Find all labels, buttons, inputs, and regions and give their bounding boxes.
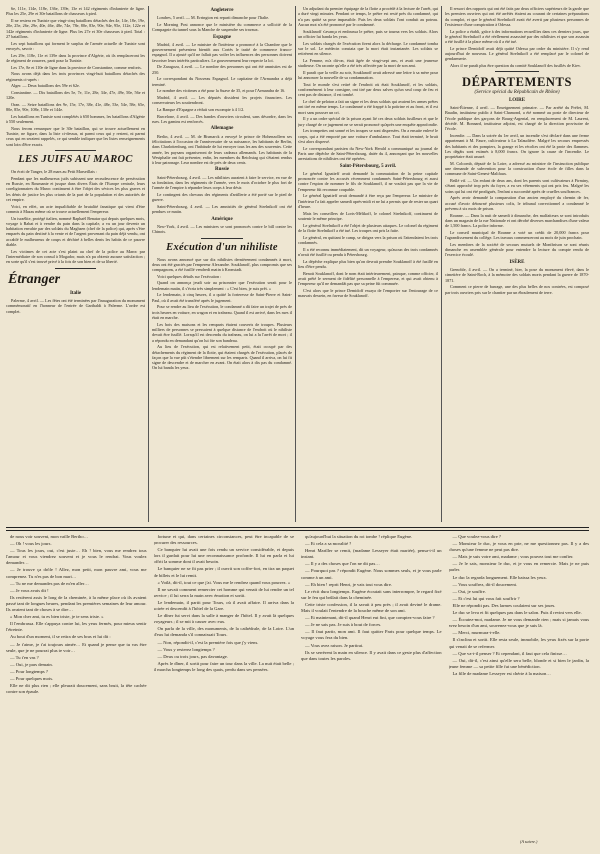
paragraph: Nous avons déjà dans les trois provinces vingt-huit bataillons détachés des régiments ci-après : [6, 71, 145, 82]
paragraph: — Je le sais, monsieur le duc, et je vous en remercie. Mais je ne puis parler. [448, 561, 589, 573]
paragraph: Benoit Souklanoff, dont le nom était intérieurement, psinque, comme officier, il avait prêté le serment de fidélité personnelle à l'empereur, et qui avait obtenu à l'empereur qu'il ne demandât pas que sa peine fût commuée. [298, 270, 438, 287]
section-rule [495, 71, 538, 72]
paragraph: Le correspondant du Nouveau Espagnol. Le capitaine de l'Armandra a déjà terminé. [152, 76, 292, 87]
paragraph: Constantine. — Dix bataillons des 5e, 7e, 11e, 28e, 34e, 47e, 49e, 50e, 56e et 120e. [6, 89, 145, 101]
paragraph: — Et maintenant, dit-il quand Henri eut fini, que comptez-vous faire ? [305, 615, 435, 621]
column-rule [441, 6, 442, 522]
feuilleton-column [301, 534, 442, 846]
paragraph: Le nombre des victimes a été pour la Suave de 35, et pour l'Armandra de 16. [157, 88, 286, 94]
paragraph: — Oui, je pars demain. [10, 661, 53, 667]
subsection-title: Italie [69, 290, 82, 296]
paragraph: Le lendemain, il partit pour Tours, où il avait affaire. Il arriva dans la soirée et descendit à l'hôtel de la Gare. [153, 599, 294, 612]
paragraph: Le général, en quittant le camp, se dirigea vers la prison où l'attendaient les trois condamnés. [298, 234, 438, 245]
paragraph: « Voilà, dit-il, tout ce que j'ai. Vous me le rendrez quand vous pourrez. » [157, 579, 291, 585]
column-2 [152, 6, 292, 526]
paragraph: Il ressort des rapports qui ont été faits par deux officiers supérieurs de la garde que les premiers ouvriers qui ont été arrêtés étaient au courant de certaines préparations du complot, et que le général Strelnikoff avait été averti par plusieurs personnes de l'existence d'une conspiration à Odessa. [445, 6, 589, 27]
paragraph: — Je trouve ça drôle ! Allez, mon petit, mon pauvre ami, vous me comprenez. Tu n'es pas de bon mari… [6, 567, 147, 579]
paragraph: — Tu ne me demandes pas de m'en aller… [10, 580, 89, 586]
section-rule [55, 268, 97, 269]
paragraph: Il s'inclina et sortit. Elle resta seule, immobile, les yeux fixés sur la porte qui venait de se refermer. [448, 637, 589, 649]
paragraph: Mais les conseillers de Loris-Mélikoff, le colonel Strelnikoff, continuent de soutenir le même principe. [298, 210, 438, 221]
paragraph: Le dîner fut servi dans la salle à manger de l'hôtel. Il y avait là quelques voyageurs ; il se mit à causer avec eux. [153, 613, 294, 625]
paragraph: — Je t'aime, je t'ai toujours aimée… Et quand je pense que tu vas être seule, que je ne pourrai plus te voir… [6, 641, 147, 653]
paragraph: On écrit de Tanger, le 28 mars au Petit Marseillais : [11, 169, 98, 175]
paragraph: qu'aujourd'hui la situation du roi tombe ! réplique Eugène. [305, 534, 413, 539]
paragraph: Comment ce pierre de barrage, une des plus belles de nos contrées, est composé par trois ouvriers pris sur le chantier par un éboulement de terre. [445, 284, 589, 295]
section-rule [201, 238, 243, 239]
paragraph: — Vous y resterez longtemps ? [157, 646, 215, 652]
section-title: Étranger [8, 271, 61, 287]
paragraph: fortune et qui, dans certaines circonstances, peut être incapable de se procurer des ressources. [153, 534, 294, 546]
subsection-title: Espagne [212, 34, 232, 40]
paragraph: Au lieu de l'exécution, qui est relativement petit, était occupé par des détachements du régiment de la flotte, qui étaient chargés de l'exécution, placés de façon que la vue pût s'étendre librement sur les remparts. Quand il arriva, on lui fit signe de descendre et de marcher en avant. On était alors à dix pas du condamné. On lui banda les yeux. [152, 344, 292, 371]
paragraph: Le correspondant parisien du New-York Herald a communiqué au journal de Paris une dépêche de Saint-Pétersbourg, datée du 4, annonçant que les nouvelles arrestations de nihilistes ont été opérées. [298, 145, 438, 162]
paragraph: — Que voulez-vous dire ? [452, 534, 501, 539]
paragraph: Roanne. — Dans la nuit de samedi à dimanche, des malfaiteurs se sont introduits dans un magasin de la rue Nationale et ont dérobé diverses marchandises d'une valeur de 1,500 francs. La police informe. [445, 212, 589, 229]
paragraph: — Oui, je souffre. [452, 588, 486, 594]
paragraph: — Eh bien ! reprit Henri, je vais tout vous dire. [305, 581, 393, 587]
paragraph: Il y a un ordre spécial de la prison ayant lié ces deux soldats fusilleurs et que le jury chargé de ce jugement ne se serait prononcé qu'après une enquête approfondie. [298, 116, 438, 127]
paragraph: Un israélite, protégé italien, nommé Raphaël Benatar qui depuis quelques mois, voyage à Rabat et à vendre du pain dans la capitale, a vu un jour devenir un habitation envahie par des soldats du Maghzen (chef de la police) qui, après s'être emparés du pain destiné à la vente et de l'argent provenant du pain déjà vendu, ont accablé le malheureux de coups et déchiré à belles dents les habits de ce pauvre diable. [6, 215, 145, 248]
paragraph: La police a établi, grâce à des informations recueillies dans ces derniers jours, que le général Strelnikoff a été réellement assassiné par des nihilistes et que son assassin a été fusillé à la place même où il a été tué. [445, 28, 589, 45]
paragraph: De Zaragoza, 4 avril. — Le nombre des personnes qui ont été amnisties est de 250. [152, 64, 292, 75]
paragraph: — Non, répondit-il, c'est la première fois que j'y viens. [157, 639, 259, 645]
column-1 [6, 6, 145, 526]
paragraph: Pour se rendre au lieu de l'exécution, le condamné a dû faire un trajet de près de trois heures en voiture, en wagon et en traîneau. Quand il est arrivé, dans les rues il était en marche. [152, 304, 292, 321]
paragraph: Brûlé vif. — Un enfant de deux ans, dont les parents sont cultivateurs à Firminy, s'étant approché trop près du foyer, a eu ses vêtements qui ont pris feu. Malgré les soins qui lui ont été prodigués, l'enfant a succombé après de cruelles souffrances. [445, 178, 589, 194]
subsection-title: Russie [215, 167, 229, 173]
paragraph: Il paraît que la veille au soir, Souklanoff avait adressé une lettre à sa mère pour lui annoncer la nouvelle de sa condamnation. [298, 69, 438, 81]
feuilleton [6, 534, 589, 846]
section-title: Exécution d'un nihiliste [166, 241, 278, 253]
paragraph: New-York, 4 avril. — Les ministres se sont prononcés contre le bill contre les Chinois. [152, 223, 292, 235]
paragraph: — Merci, murmura-t-elle. [452, 630, 501, 636]
continuation-note: (A suivre.) [520, 839, 538, 844]
paragraph: Nous ferons remarquer que le 30e bataillon, qui se trouve actuellement en Tunisie, ne figure, dans la liste ci-dessus, ni parmi ceux qui y restent, ni parmi ceux qui en seraient rappelés, ce qui semble indiquer que les listes renseignements sont loin d'être exacts. [6, 125, 145, 147]
paragraph: Les membres de la société de secours mutuels de Montbrison se sont réunis dimanche en assemblée générale pour entendre la lecture du compte rendu de l'exercice écoulé. [445, 241, 589, 258]
paragraph: Alors il ne paraît plus être question du comité Souklanoff des fusillés de Kiev. [450, 63, 581, 69]
paragraph: — Tu t'en vas ? [10, 654, 39, 660]
paragraph: Le banquier ne se fit pas prier ; il ouvrit son coffre-fort, en tira un paquet de billets et le lui remit. [153, 566, 294, 578]
feuilleton-column [6, 534, 147, 846]
paragraph: Un adjudant du premier équipage de la flotte a procédé à la lecture de l'arrêt, qui a duré vingt minutes. Pendant ce temps, le prêtre est resté près du condamné, qui n'a pas quitté sa pose impassible. Puis les deux soldats l'ont conduit au poteau. Aucun mot n'a été prononcé par le condamné. [298, 6, 438, 27]
paragraph: Berlin, 4 avril. — M. de Bismarck a envoyé le prince de Hohenzollern ses félicitations à l'occasion de l'anniversaire de sa naissance, les habitants de Berlin, dans Charlottenburg, ont l'habitude de lui envoyer tous les ans des souvenirs. Cette année, les paysans organiseront de leurs cadeaux allemands. Les habitants de la Westphalie ont fait présenter, enfin, les membres du Reichstag qui s'étaient rendus à leur patronage. Leur nombre est de près de deux cents. [152, 133, 292, 166]
paragraph: Barcelone, 4 avril. — Des bandes d'ouvriers circulent, sans désordre, dans les rues. Les gamins est renforcés. [152, 113, 292, 125]
paragraph: Saint-Pétersbourg, 4 avril. — Les nihilistes auraient à faire le service, en vue de sa fondation, dans les régiments de l'armée, vers le mois d'octobre le plus fort de l'armée de l'empire à répandre leurs corps à leur désir. [152, 174, 292, 191]
paragraph: Le lendemain, à cinq heures, il a quitté la forteresse de Saint-Pierre et Saint-Paul, où il avait été transféré après le jugement. [152, 292, 292, 303]
subsection-title: Amérique [211, 216, 233, 222]
paragraph: Les 17e, 8e et 110e de ligne dans la province de Constantine, comme renforts. [11, 64, 142, 70]
paragraph: « Mon cher ami, tu es bien triste, je te sens triste. » [10, 614, 104, 620]
paragraph: — Vous avez raison. Je partirai. [305, 642, 364, 648]
paragraph: Incendie. — Dans la soirée du 1er avril, un incendie s'est déclaré dans une ferme appartenant à M. Faure, cultivateur à La Talaudière. Malgré les secours empressés des habitants et des pompiers, la grange et les récoltes ont été la proie des flammes. Les dégâts sont estimés à 8,000 francs. On ignore la cause de l'incendie. Le propriétaire était assuré. [445, 132, 589, 160]
subsection-title: Angleterre [210, 8, 234, 13]
column-rule [148, 6, 149, 522]
paragraph: Le général Ignatieff avait demandé à être reçu par l'empereur. Le ministre de l'intérieur l'a fait appeler samedi après-midi et ne lui a permis que de rester un quart d'heure. [298, 193, 438, 209]
paragraph: — Que va-t-il penser ? Et cependant, il faut que cela finisse… [452, 650, 567, 656]
paragraph: M. Colcomb, député de la Loire, a adressé au ministre de l'instruction publique une demande de subvention pour la construction d'une école de filles dans la commune de Saint-Genest-Malifaux. [445, 160, 589, 177]
paragraph: Les victimes de cet acte s'est plaint au chef de la police au Maroc par l'intermédiaire de son consul à Mogador, mais n'a pu obtenir aucune satisfaction ; en sorte qu'il s'est trouvé privé à la fois de son bien et de sa liberté. [6, 248, 145, 265]
paragraph: Il l'embrassa. Elle s'appuya contre lui, les yeux fermés, pour mieux sentir l'étreinte. [6, 621, 147, 633]
paragraph: Le contingent des chevaux des régiments d'artillerie a été porté sur le pied de guerre. [152, 192, 292, 203]
paragraph: Madrid, 4 avril. — Les députés dissident les projets financiers. Les conservateurs les soutiendront. [152, 95, 292, 106]
paragraph: Ce banquier lui avait une fois rendu un service considérable, et depuis lors il gardait pour lui une reconnaissance profonde. Il lui en parla et lui offrit la somme dont il avait besoin. [153, 547, 294, 565]
subsection-title: Allemagne [210, 126, 234, 132]
paragraph: — Il faut partir, mon ami. Il faut quitter Paris pour quelque temps. Le voyage vous fera du bien. [301, 629, 442, 641]
paragraph: — Vous souffrez, dit-il doucement. [452, 581, 518, 587]
paragraph: La fille de madame Lesseyer est chérie à la maison… [452, 670, 551, 676]
subsection-title: Saint-Pétersbourg, 5 avril. [339, 163, 397, 169]
paragraph: Quand on annonça jeudi soir au prisonnier que l'exécution serait pour le lendemain matin, il s'écria très simplement : « C'est bien, je suis prêt. » [152, 280, 292, 291]
paragraph: de nous voir souvent, mon vaille Bertho… [10, 534, 89, 539]
paragraph: Voici, en effet, un acte inqualifiable de brutalité fanatique qui vient d'être commis à Mazas même où se trouve actuellement l'empereur. [6, 203, 145, 214]
paragraph: — Tous les jours, oui, c'est juste… Eh ! bien, vous me rendrez tous l'amour et vous viendrez souvent et je vous le rendrai. Vous voulez demander… [6, 548, 147, 566]
paragraph: Voici quelques détails sur l'exécution : [157, 273, 222, 279]
section-title: LES JUIFS AU MAROC [18, 154, 133, 166]
subsection-title: ISÈRE [509, 259, 525, 265]
paragraph: Saint-Pétersbourg, 4 avril. — Les amnistiés de général Strelnikoff ont été pendues ce matin. [152, 204, 292, 215]
paragraph: Le duc se leva et fit quelques pas dans le salon. Puis il revint vers elle. [452, 610, 582, 616]
feuilleton-rule [6, 530, 589, 531]
paragraph: — Pourquoi pas ? répondit Eugène. Nous sommes seuls, et je vous parle comme à un ami. [301, 568, 442, 580]
paragraph: Tout le monde s'est retiré de l'endroit où était Souklanoff, et les soldats, conformément à leur consigne, ont tiré par deux salves qu'un seul coup de feu et cent pas de distance, il est tombé. [298, 81, 438, 98]
paragraph: Les soldats chargés de l'exécution firent alors la décharge. Le condamné tomba sur le sol. Le médecin constata que la mort était instantanée. Les soldats se retirèrent en silence. [298, 40, 438, 57]
paragraph: Il ne restera en Tunisie que vingt-cinq bataillons détachés des 4e, 14e, 18e, 19e, 20e, 25e, 26e, 29e, 40e, 46e, 48e, 74e, 78e, 80e, 83e, 90e, 94e, 95e, 112e, 122e et 142e régiments d'infanterie de ligne. Plus les 27e et 30e chasseurs à pied. Total : 27 bataillons. [6, 17, 145, 39]
paragraph: Ils restèrent assis le long de la cheminée, à la même place où ils avaient passé tant de longues heures, pendant les premières semaines de leur amour. Ils avaient tant de choses à se dire… [6, 594, 147, 613]
paragraph: Henri Mariller se remit, (madame Lesseyer était mariée), pensa-t-il un instant. [301, 548, 442, 560]
paragraph: On parla de la ville, des monuments, de la cathédrale, de la Loire. L'un d'eux lui demanda s'il connaissait Tours. [153, 626, 294, 638]
paragraph: — Il y a des choses que l'on ne dit pas… [305, 561, 380, 567]
feuilleton-rule [6, 527, 589, 528]
paragraph: — Je ne sais pas. Je suis à bout de forces. [305, 622, 382, 628]
paragraph: — Oui, dit-il, c'est ainsi qu'elle sera belle, blonde et si bien le jardin, la jeune femme — sa petite fille fut une bénédiction. [448, 657, 589, 669]
column-4 [445, 6, 589, 526]
paragraph: Ils se serrèrent la main en silence. Il y avait dans ce geste plus d'affection que dans toutes les paroles. [301, 649, 442, 661]
paragraph: Le général Strelnikoff a été l'objet de plusieurs attaques. Le colonel du régiment de la flotte Strelnikoff a été tué. Les troupes ont pris la fuite. [298, 222, 438, 233]
paragraph: Le duc la regarda longuement. Elle baissa les yeux. [452, 574, 547, 580]
paragraph: — Je vous avais dit ! [10, 587, 49, 593]
paragraph: Les bois des maisons et les remparts étaient couverts de troupes. Plusieurs milliers de personnes se pressaient à quelque distance de l'endroit où le nihiliste devait être fusillé. Lorsqu'il est descendu du traîneau, on lui a lu l'arrêt de mort ; il a répondu en demandant qu'on lui ôte son bandeau. [152, 321, 292, 343]
paragraph: Le conseil municipal de Roanne a voté un crédit de 20,000 francs pour l'agrandissement du collège. Les travaux commenceront au mois de juin prochain. [445, 229, 589, 241]
paragraph: La Banque d'Espagne a réduit son escompte à 4 1/2. [157, 107, 245, 113]
paragraph: Le prince Demidoff avait déjà quitté Odessa par ordre du ministère. Il s'y rend aujourd'hui de nouveau. Le général Strelnikoff a été remplacé par le colonel de gendarmerie. [445, 45, 589, 62]
paragraph: — Oh ! vous les jours. [10, 541, 52, 547]
column-rule [295, 6, 296, 522]
paragraph: 6e, 111e, 114e, 118e, 136e, 139e, 13e et 142 régiments d'infanterie de ligne. Plus les 25e, 29e et 30e bataillons de chasseurs à pied. [6, 6, 145, 17]
paragraph: Palerme, 4 avril. — Les fêtes ont été terminées par l'inauguration du monument commémoratif en l'honneur de l'entrée de Garibaldi à Palerme. L'ordre est complet. [6, 297, 145, 314]
paragraph: Souklanoff s'avança et embrassa le prêtre, puis se tourna vers les soldats. Alors un officier lui banda les yeux. [298, 28, 438, 39]
paragraph: Il a été reconnu immédiatement, dit un voyageur, qu'aucun des trois condamnés n'avait été fusillé ou pendu à Pétersbourg. [298, 246, 438, 257]
paragraph: Les 29e, 118e, 11e et 139e dans la province d'Algérie, où ils remplaceront les 4e régiment de zouaves, parti pour la Tunisie. [6, 52, 145, 63]
paragraph: Grenoble, 4 avril. — On a terminé, hier, la pose du monument élevé, dans le cimetière de Saint-Roch, à la mémoire des soldats morts pendant la guerre de 1870-1871. [445, 267, 589, 283]
paragraph: Oran. — Seize bataillons des 9e, 15e, 17e, 38e, 41e, 48e, 53e, 54e, 58e, 65e, 80e, 85e, 90e, 108e, 130e et 144e. [6, 101, 145, 113]
paragraph: Pendant que les malheureux juifs subissent une recrudescence de persécution en Russie, en Roumanie et jusque dans divers États de l'Europe centrale, leurs coreligionnaires du Maroc continuent à être l'objet des sévices les plus graves et les dénis de justice les plus criants de la part de la population et des autorités de cet empire. [6, 175, 145, 202]
paragraph: Au bout d'un moment, il se retira de ses bras et lui dit : [10, 634, 111, 640]
paragraph: Elle ne répondit pas. Des larmes coulaient sur ses joues. [452, 602, 556, 608]
section-rule [55, 150, 97, 151]
paragraph: — Pour longtemps ? [10, 668, 48, 674]
paragraph: Le Morning Post annonce que le ministère du commerce a sollicité de la Compagnie du tunnel sous la Manche de suspendre ses travaux. [152, 21, 292, 33]
paragraph: Cette triste confession, il la savait à peu près ; il avait deviné le drame. Mais il voulait l'entendre de la bouche même de son ami. [301, 601, 442, 614]
paragraph: Le chef de peloton a fait un signe et les deux soldats qui avaient les armes prêtes ont tiré en même temps. Le condamné a été frappé à la poitrine et au front, et il est mort sans pousser un cri. [298, 99, 438, 115]
paragraph: Après le dîner, il sortit pour faire un tour dans la ville. La nuit était belle ; il marcha longtemps le long des quais, perdu dans ses pensées. [153, 660, 294, 672]
paragraph: — Monsieur le duc, je vous en prie, ne me questionnez pas. Il y a des choses qu'une femme ne peut pas dire. [448, 541, 589, 553]
paragraph: Les trompettes ont sonné et les troupes se sont dispersées. On a ensuite enlevé le corps, qui a été emporté par une voiture d'ambulance. Tout était terminé, le bruit s'est alors dispersé. [298, 128, 438, 144]
paragraph: Le général Ignatieff avait demandé la commutation de la peine capitale prononcée contre les accusés récemment condamnés Saint-Pétersbourg et aussi contre l'espion de nommer le fils de Souklanoff, il ne voulait pas que la vie de l'empereur fût reconnue coupable. [298, 170, 438, 192]
paragraph: Les bataillons en Tunisie sont complétés à 650 hommes, les bataillons d'Algérie à 550 seulement. [6, 113, 145, 125]
paragraph: Les sept bataillons qui forment le surplus de l'armée actuelle de Tunisie sont envoyés, savoir : [6, 40, 145, 51]
column-3 [298, 6, 438, 526]
paragraph: — Deux ou trois jours, pas davantage. [157, 653, 228, 659]
section-subtitle: (Service spécial du Républicain de Rhône) [474, 90, 560, 96]
paragraph: Saint-Étienne, 4 avril. — Enseignement primaire. — Par arrêté du Préfet, M. Baudin, instituteur public à Saint-Chamond, a été nommé au poste de directeur de l'école publique des garçons de Bourg-Argental, en remplacement de M. Laurent, décédé. M. Bonnard, instituteur adjoint, est chargé de la direction provisoire de l'école. [445, 105, 589, 132]
paragraph: Madrid, 4 avril. — Le ministre de l'intérieur a prononcé à la Chambre que le gouvernement présentera bientôt aux Cortès le traité de commerce franco-espagnol. Il a ajouté qu'il ne fallait pas voiler les influences des personnes doivent favoriser leurs intérêts particuliers. Le gouvernement leur respecte la loi. [152, 41, 292, 63]
paragraph: Le récit dura longtemps. Eugène écoutait sans interrompre, le regard fixé sur le feu qui brûlait dans la cheminée. [301, 588, 442, 600]
subsection-title: LOIRE [508, 97, 526, 103]
paragraph: — Mais je suis votre ami, madame ; vous pouvez tout me confier. [452, 554, 574, 560]
paragraph: C'est alors que le prince Demidoff essaya de l'emporter sur l'entourage de ce mauvais dessein, en faveur de Souklanoff. [298, 287, 438, 299]
paragraph: Il ne savait comment remercier cet homme qui venait de lui rendre un tel service ; il lui serra la main avec émotion et sortit. [153, 586, 294, 598]
paragraph: — Pour quelques mois. [10, 675, 54, 681]
feuilleton-column [154, 534, 295, 846]
feuilleton-column [449, 534, 590, 846]
paragraph: La Femme, m'a dit-on, était âgée de vingt-sept ans, et avait une jeunesse studieuse. On raconte qu'elle a été très affectée par la mort de son ami. [298, 57, 438, 69]
paragraph: Londres, 5 avril. — M. Errington est reparti dimanche pour l'Italie. [157, 15, 270, 21]
paragraph: La dépêche explique plus bien qu'on devrait prendre Souklanoff à été fusillé en lieu d'être pendu. [298, 258, 438, 269]
paragraph: Après avoir demandé la comparution d'un ancien employé du chemin de fer, accusé d'avoir détourné plusieurs colis, le tribunal correctionnel a condamné le prévenu à six mois de prison. [445, 195, 589, 211]
paragraph: Nous avons annoncé que sur dix nihilistes dernièrement condamnés à mort, deux ont été graciés par l'empereur Alexandre. Souklanoff, plus compromis que ses compagnons, a été fusillé vendredi matin à Kronstadt. [152, 256, 292, 273]
paragraph: — Et c'est lui qui vous fait souffrir ? [452, 595, 520, 601]
paragraph: Elle ne dit plus rien ; elle pleurait doucement, sans bruit, la tête cachée contre son épaule. [6, 683, 147, 695]
paragraph: — Écoutez-moi, madame. Je ne vous demande rien ; mais si jamais vous avez besoin d'un ami, souvenez-vous que je suis là. [448, 617, 589, 629]
section-title: DÉPARTEMENTS [461, 75, 572, 90]
paragraph: Alger. — Deux bataillons des 59e et 62e. [11, 83, 80, 89]
paragraph: — Et cela a sa moralité ? [305, 541, 352, 547]
